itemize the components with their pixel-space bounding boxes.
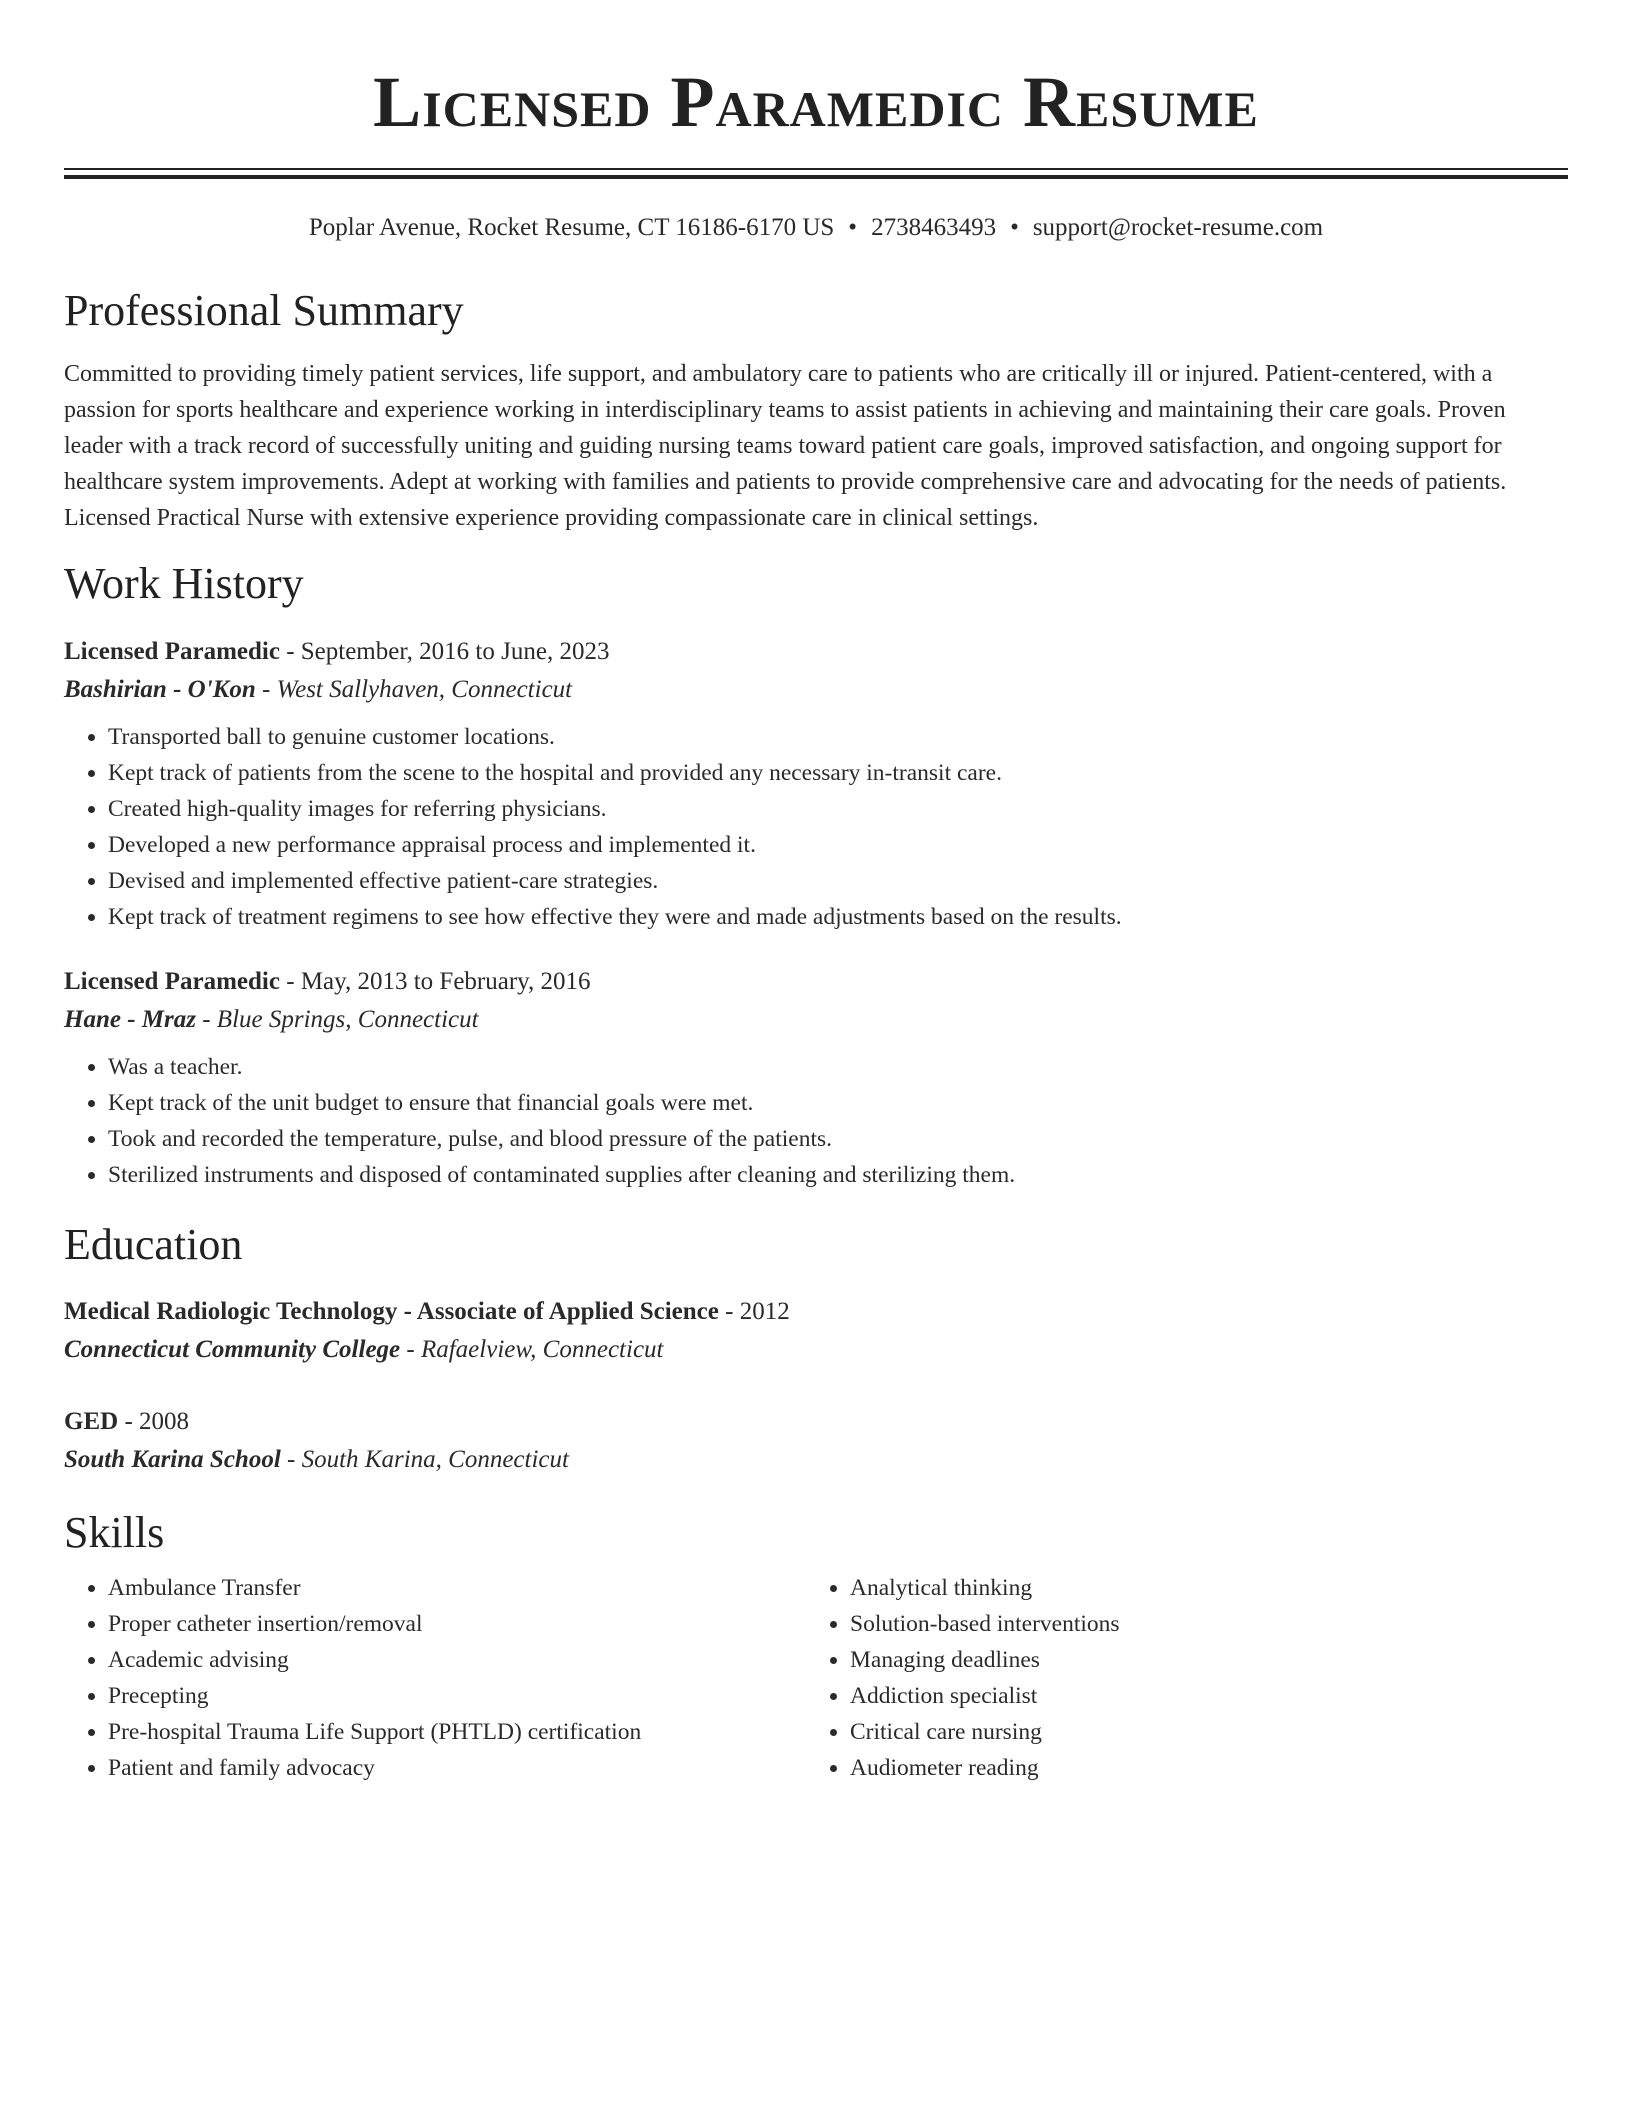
job-header [64, 633, 1568, 671]
education-header [64, 1293, 1568, 1331]
summary-heading: Professional Summary [64, 286, 464, 335]
contact-separator: • [1010, 214, 1019, 241]
dash: - [279, 637, 301, 665]
resume-title: Licensed Paramedic Resume [373, 62, 1259, 142]
skills-heading: Skills [64, 1508, 165, 1558]
education-heading: Education [64, 1219, 243, 1269]
contact-separator: • [848, 214, 858, 241]
skill-item: • Addiction specialist [850, 1678, 1548, 1714]
skills-column-left [64, 1570, 806, 1786]
job-title: Licensed Paramedic [64, 967, 280, 995]
education-year: 2008 [139, 1408, 190, 1436]
dash: - [718, 1298, 740, 1326]
education-school: South Karina School [64, 1446, 281, 1474]
job-duties [64, 719, 1568, 935]
dash: - [255, 675, 277, 703]
job-duty: • Kept track of treatment regimens to see how effective they were and made adjustments based on the results. [108, 899, 1568, 935]
job-duty: • Devised and implemented effective patient-care strategies. [108, 863, 1568, 899]
job-entry [64, 633, 1568, 935]
dash: - [279, 967, 301, 995]
job-employer [64, 671, 1568, 709]
education-entry [64, 1293, 1568, 1369]
education-school-line [64, 1441, 1568, 1479]
education-school: Connecticut Community College [64, 1336, 401, 1364]
job-location: Blue Springs, Connecticut [216, 1005, 479, 1033]
skill-item: • Managing deadlines [850, 1642, 1548, 1678]
skill-item: • Audiometer reading [850, 1750, 1548, 1786]
job-duty: • Sterilized instruments and disposed of contaminated supplies after cleaning and sterilizing them. [108, 1157, 1568, 1193]
job-entry [64, 963, 1568, 1193]
contact-address: Poplar Avenue, Rocket Resume, CT 16186-6170 US [308, 214, 835, 241]
skill-item: • Critical care nursing [850, 1714, 1548, 1750]
job-duty: • Took and recorded the temperature, pulse, and blood pressure of the patients. [108, 1121, 1568, 1157]
skill-item: • Patient and family advocacy [108, 1750, 806, 1786]
skill-item: • Pre-hospital Trauma Life Support (PHTLD) certification [108, 1714, 806, 1750]
education-degree: GED [64, 1408, 119, 1436]
job-header [64, 963, 1568, 1001]
job-company: Hane - Mraz [64, 1005, 196, 1033]
skill-item: • Ambulance Transfer [108, 1570, 806, 1606]
skills-list [64, 1570, 1568, 1786]
job-duty: • Kept track of patients from the scene to the hospital and provided any necessary in-transit care. [108, 755, 1568, 791]
education-location: Rafaelview, Connecticut [420, 1336, 664, 1364]
job-dates: September, 2016 to June, 2023 [300, 637, 610, 665]
contact-line [64, 213, 1568, 243]
job-duty: • Kept track of the unit budget to ensure that financial goals were met. [108, 1085, 1568, 1121]
job-duty: • Created high-quality images for referring physicians. [108, 791, 1568, 827]
contact-phone: 2738463493 [871, 214, 997, 241]
contact-email: support@rocket-resume.com [1032, 214, 1324, 241]
job-duty: • Transported ball to genuine customer locations. [108, 719, 1568, 755]
education-degree: Medical Radiologic Technology - Associate of Applied Science [64, 1298, 719, 1326]
job-title: Licensed Paramedic [64, 637, 280, 665]
skill-item: • Academic advising [108, 1642, 806, 1678]
education-year: 2012 [739, 1298, 790, 1326]
dash: - [118, 1408, 140, 1436]
job-employer [64, 1001, 1568, 1039]
job-duties [64, 1049, 1568, 1193]
education-school-line [64, 1331, 1568, 1369]
summary-text: Committed to providing timely patient services, life support, and ambulatory care to patients who are critically ill or injured. Patient-centered, with a passion for sports healthcare and experience working in interdisciplinary teams to assist patients in achieving and maintaining their care goals. Proven leader with a track record of successfully uniting and guiding nursing teams toward patient care goals, improved satisfaction, and ongoing support for healthcare system improvements. Adept at working with families and patients to provide comprehensive care and advocating for the needs of patients. Licensed Practical Nurse with extensive experience providing compassionate care in clinical settings. [64, 360, 1507, 531]
dash: - [280, 1446, 302, 1474]
dash: - [400, 1336, 421, 1364]
skills-column-right [806, 1570, 1548, 1786]
job-duty: • Was a teacher. [108, 1049, 1568, 1085]
title-divider [64, 168, 1568, 179]
job-location: West Sallyhaven, Connecticut [276, 675, 573, 703]
job-dates: May, 2013 to February, 2016 [300, 967, 591, 995]
skill-item: • Precepting [108, 1678, 806, 1714]
education-location: South Karina, Connecticut [301, 1446, 569, 1474]
skill-item: • Solution-based interventions [850, 1606, 1548, 1642]
job-company: Bashirian - O'Kon [64, 675, 256, 703]
education-header [64, 1403, 1568, 1441]
skill-item: • Proper catheter insertion/removal [108, 1606, 806, 1642]
skill-item: • Analytical thinking [850, 1570, 1548, 1606]
dash: - [195, 1005, 217, 1033]
work-history-heading: Work History [64, 558, 304, 608]
education-entry [64, 1403, 1568, 1479]
job-duty: • Developed a new performance appraisal process and implemented it. [108, 827, 1568, 863]
